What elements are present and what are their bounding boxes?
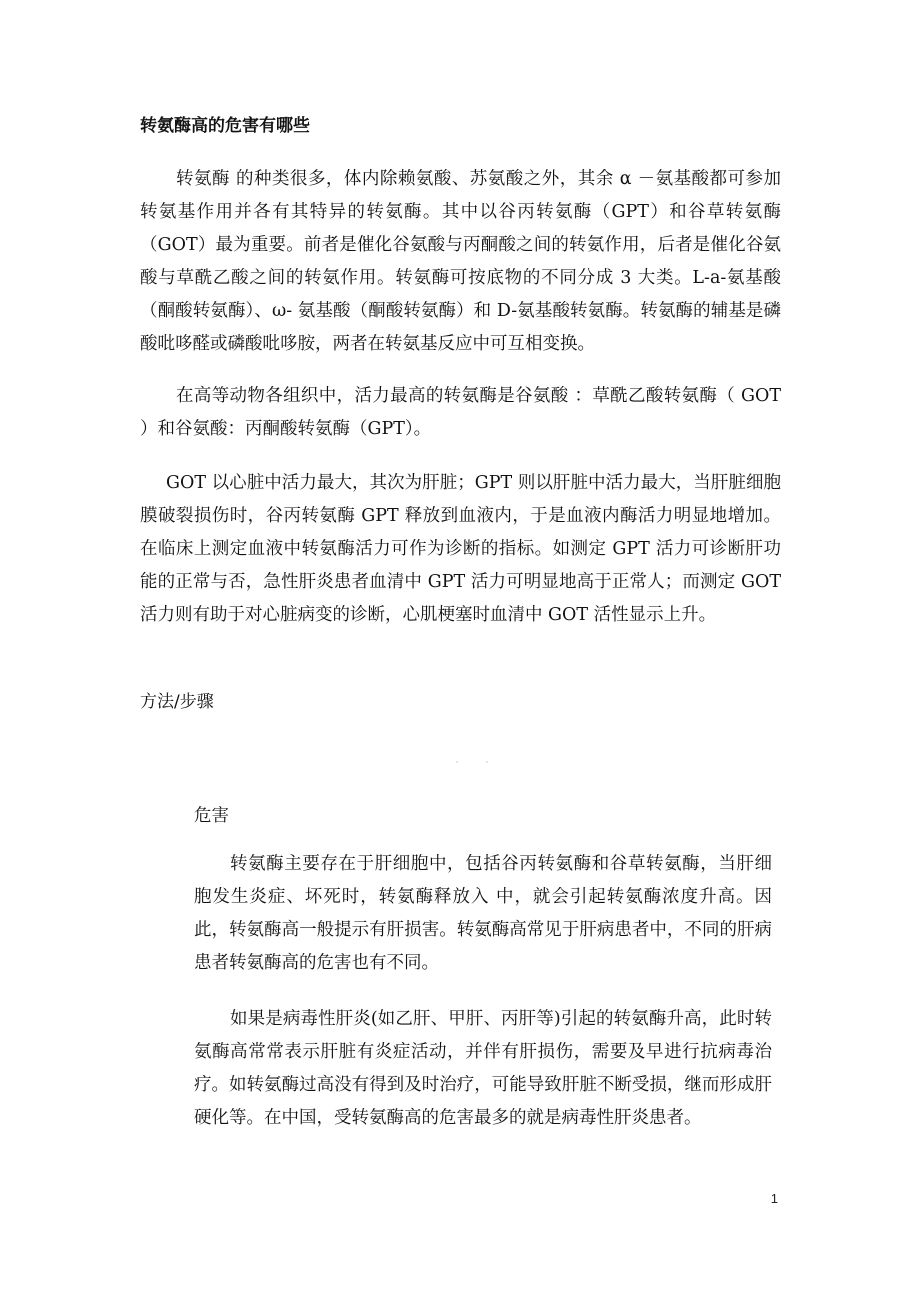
document-title: 转氨酶高的危害有哪些 [140,116,310,136]
section-paragraph-1: 转氨酶主要存在于肝细胞中，包括谷丙转氨酶和谷草转氨酶，当肝细胞发生炎症、坏死时，转氨酶释放入 中，就会引起转氨酶浓度升高。因此，转氨酶高一般提示有肝损害。转氨酶高常见于肝病患者中，不同的肝病患者转氨酶高的危害也有不同。 [194,854,772,973]
paragraph-1: 转氨酶 的种类很多，体内除赖氨酸、苏氨酸之外，其余 α －氨基酸都可参加转氨基作用并各有其特异的转氨酶。其中以谷丙转氨酶（GPT）和谷草转氨酶（GOT）最为重要。前者是催化谷氨酸与丙酮酸之间的转氨作用，后者是催化谷氨酸与草酰乙酸之间的转氨作用。转氨酶可按底物的不同分成 3 大类。L-a-氨基酸（酮酸转氨酶）、ω- 氨基酸（酮酸转氨酶）和 D-氨基酸转氨酶。转氨酶的辅基是磷酸吡哆醛或磷酸吡哆胺，两者在转氨基反应中可互相变换。 [140,169,781,354]
section-paragraph-2: 如果是病毒性肝炎(如乙肝、甲肝、丙肝等)引起的转氨酶升高，此时转氨酶高常常表示肝脏有炎症活动，并伴有肝损伤，需要及早进行抗病毒治疗。如转氨酶过高没有得到及时治疗，可能导致肝脏不断受损，继而形成肝硬化等。在中国，受转氨酶高的危害最多的就是病毒性肝炎患者。 [194,1009,772,1128]
image-placeholder-dots [456,757,496,767]
page-number: 1 [770,1191,778,1206]
paragraph-2: 在高等动物各组织中，活力最高的转氨酶是谷氨酸 ：草酰乙酸转氨酶（ GOT ）和谷氨酸：丙酮酸转氨酶（GPT）。 [140,386,781,439]
paragraph-3: GOT 以心脏中活力最大，其次为肝脏；GPT 则以肝脏中活力最大，当肝脏细胞膜破裂损伤时，谷丙转氨酶 GPT 释放到血液内，于是血液内酶活力明显地增加。在临床上测定血液中转氨酶活力可作为诊断的指标。如测定 GPT 活力可诊断肝功能的正常与否，急性肝炎患者血清中 GPT 活力可明显地高于正常人；而测定 GOT 活力则有助于对心脏病变的诊断，心肌梗塞时血清中 GOT 活性显示上升。 [140,473,781,625]
method-heading: 方法/步骤 [140,692,214,712]
section-heading: 危害 [194,806,229,826]
